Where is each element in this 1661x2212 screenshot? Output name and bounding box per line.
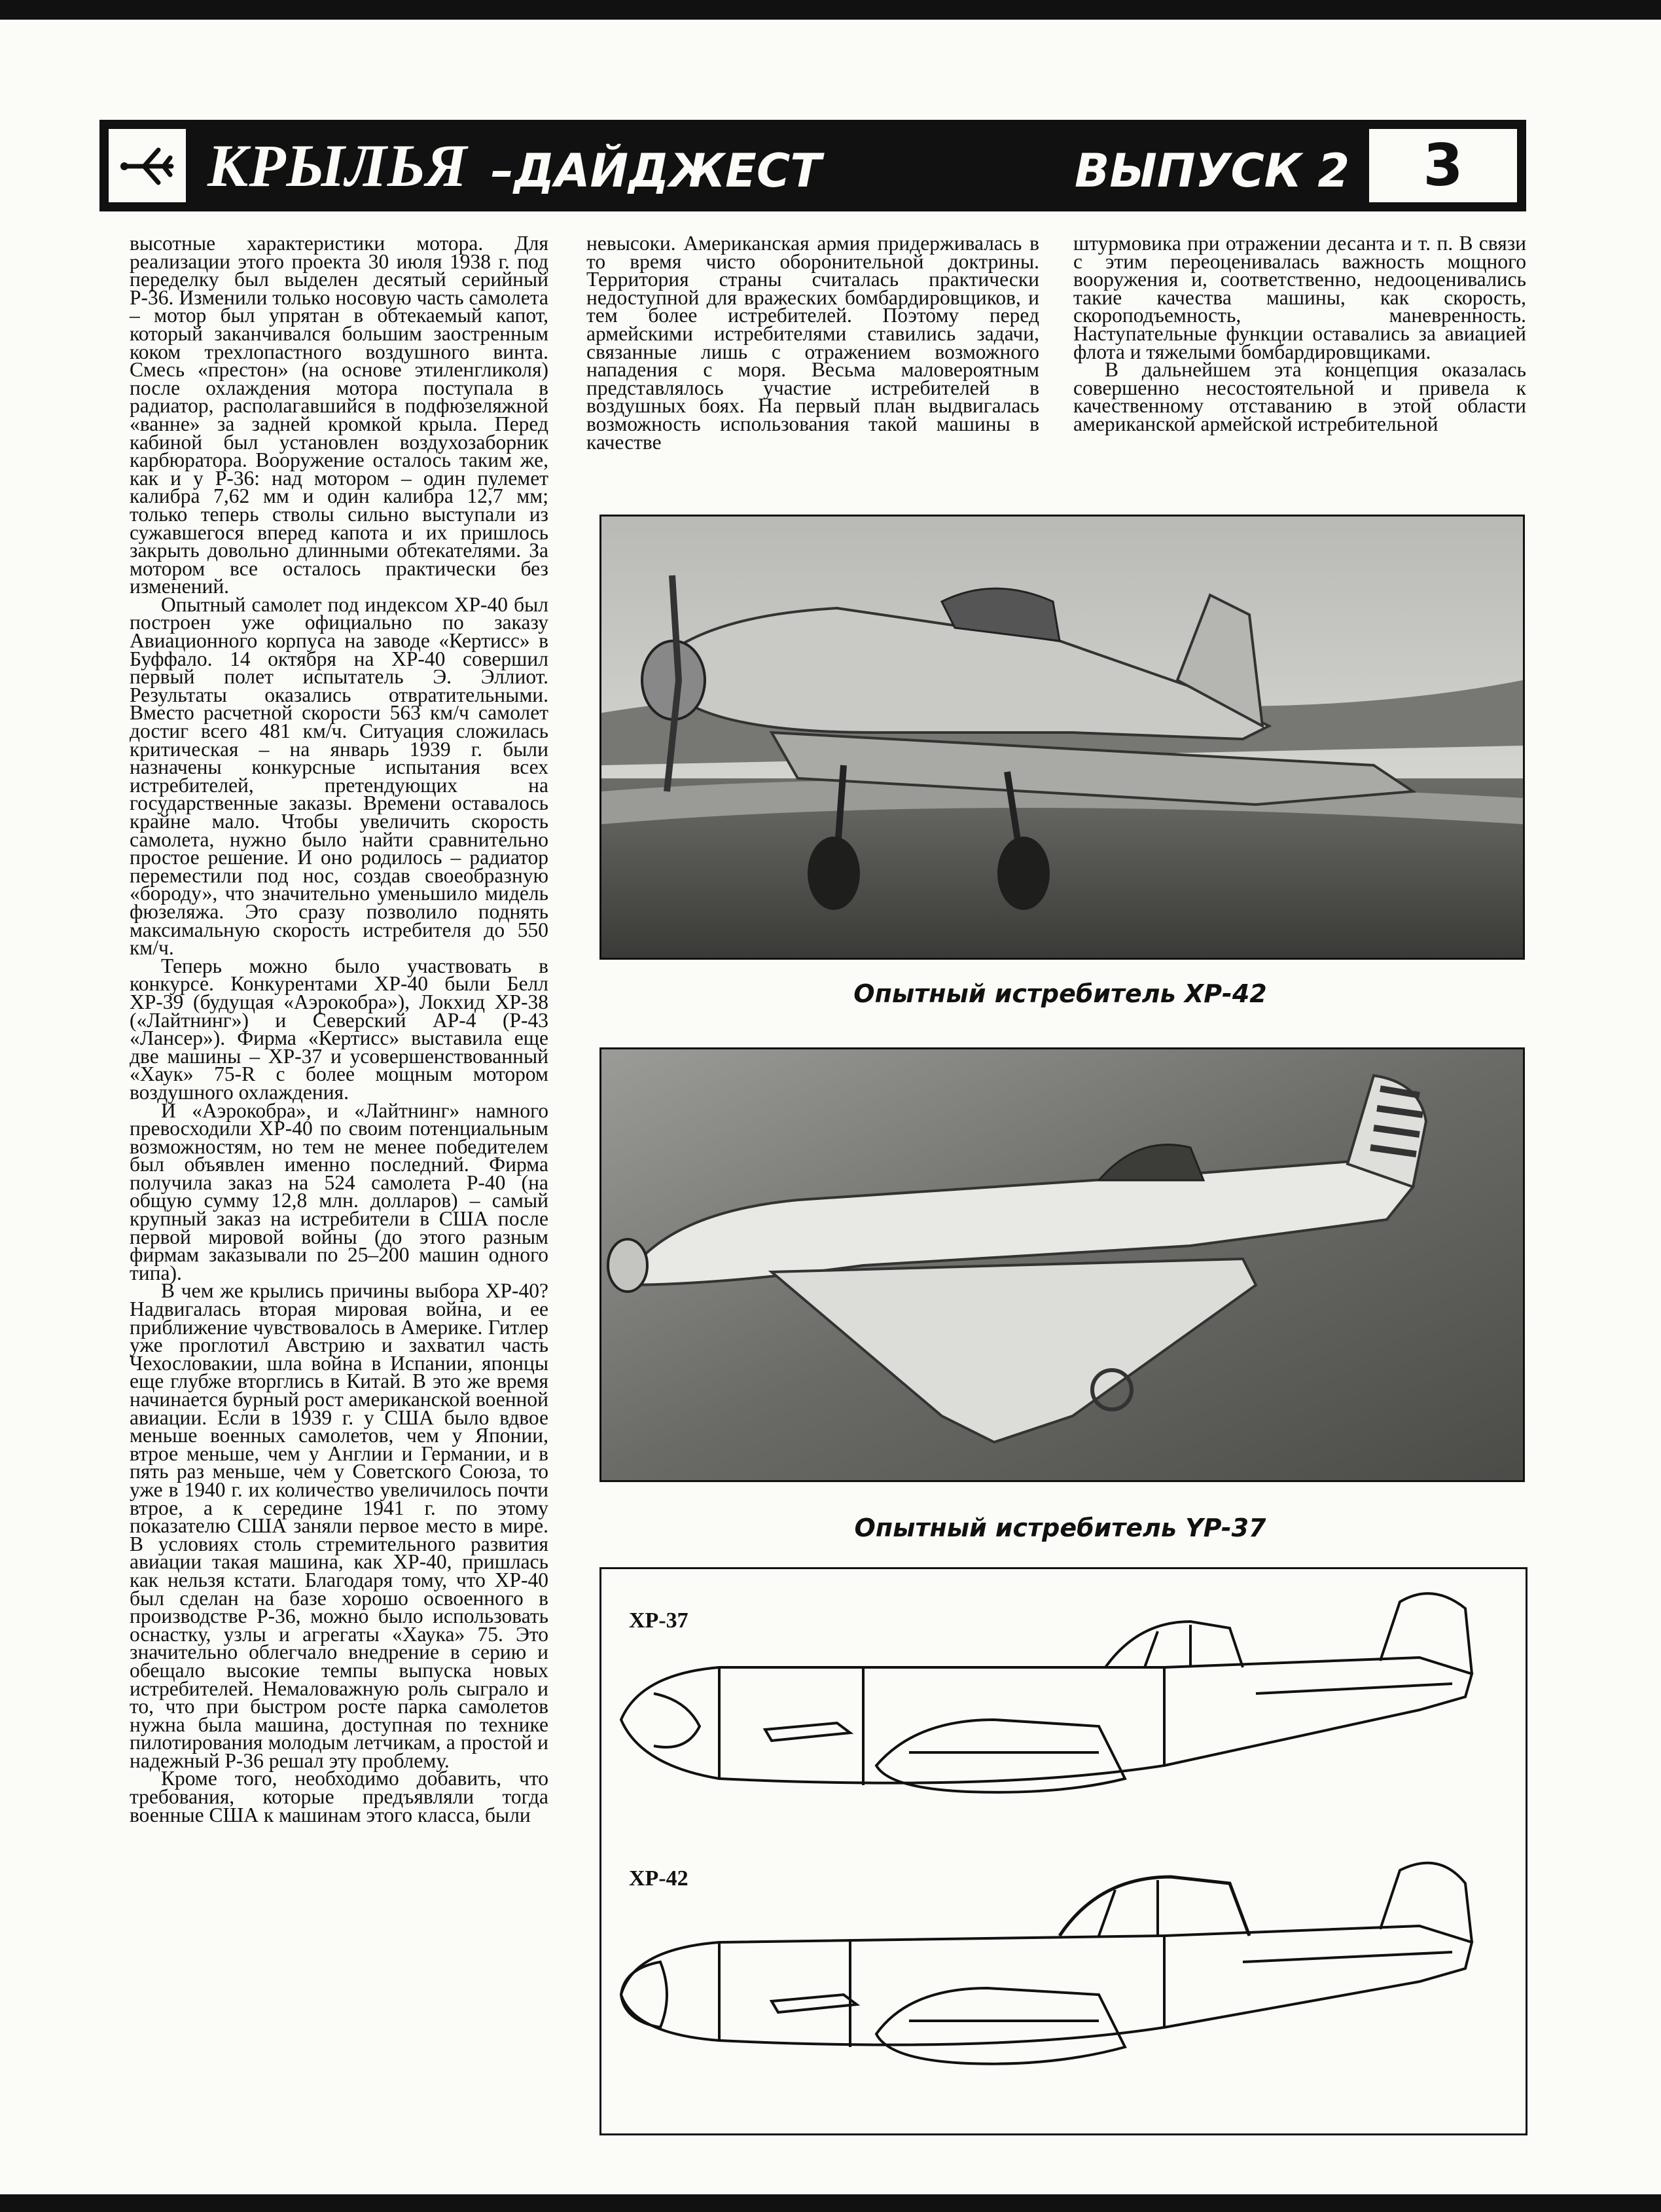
paragraph: И «Аэрокобра», и «Лайтнинг» намного превосходили ХР-40 по своим потенциальным возможностям, но тем не менее победителем был объявлен именно последний. Фирма получила заказ на 524 самолета Р-40 (на общую сумму 12,8 млн. долларов) – самый крупный заказ на истребители в США после первой мировой войны (до этого разным фирмам заказывали по 25–200 машин одного типа).	[130, 1098, 548, 1284]
photo-xp42	[599, 515, 1525, 960]
paragraph: штурмовика при отражении десанта и т. п. В связи с этим переоценивалась важность мощного вооружения и, соответственно, недооценивались такие качества машины, как скорость, скороподъемность, маневренность. Наступательные функции оставались за авиацией флота и тяжелыми бомбардировщиками.	[1073, 232, 1526, 363]
text-column-2	[586, 232, 1039, 454]
bottom-scan-border	[0, 2194, 1661, 2212]
photo-yp37	[599, 1047, 1525, 1482]
text-column-3	[1073, 234, 1526, 433]
paragraph: Теперь можно было участвовать в конкурсе. Конкурентами ХР-40 были Белл ХР-39 (будущая «Аэрокобра»), Локхид ХР-38 («Лайтнинг») и Северский АР-4 (Р-43 «Лансер»). Фирма «Кертисс» выставила еще две машины – ХР-37 и усовершенствованный «Хаук» 75-R с более мощным мотором воздушного охлаждения.	[130, 954, 548, 1104]
paragraph: В чем же крылись причины выбора ХР-40? Надвигалась вторая мировая война, и ее приближение чувствовалось в Америке. Гитлер уже проглотил Австрию и захватил часть Чехословакии, шла война в Испании, японцы еще глубже вторглись в Китай. В это же время начинается бурный рост американской военной авиации. Если в 1939 г. у США было вдвое меньше военных самолетов, чем у Японии, втрое меньше, чем у Англии и Германии, и в пять раз меньше, чем у Советского Союза, то уже в 1940 г. их количество увеличилось почти втрое, а к середине 1941 г. по этому показателю США заняли первое место в мире. В условиях столь стремительного развития авиации такая машина, как ХР-40, пришлась как нельзя кстати. Благодаря тому, что ХР-40 был сделан на базе хорошо освоенного в производстве Р-36, можно было использовать оснастку, узлы и агрегаты «Хаука» 75. Это значительно облегчало внедрение в серию и обещало высокие темпы выпуска новых истребителей. Немаловажную роль сыграло и то, что при быстром росте парка самолетов нужна была машина, доступная по технике пилотирования молодым летчикам, а простой и надежный Р-36 решал эту проблему.	[130, 1279, 549, 1772]
paragraph: В дальнейшем эта концепция оказалась совершенно несостоятельной и привела к качественному отставанию в этой области американской армейской истребительной	[1073, 358, 1526, 435]
page-header	[99, 120, 1526, 211]
text-column-1	[130, 234, 548, 1824]
paragraph: невысоки. Американская армия придерживалась в то время чисто оборонительной доктрины. Территория страны считалась практически недоступной для вражеских бомбардировщиков, и тем более истребителей. Поэтому перед армейскими истребителями ставились задачи, связанные лишь с отражением возможного нападения с моря. Весьма маловероятным представлялось участие истребителей в воздушных боях. На первый план выдвигалась возможность использования такой машины в качестве	[586, 232, 1039, 454]
drawing-label-xp42: ХР-42	[629, 1866, 688, 1891]
paragraph: Опытный самолет под индексом ХР-40 был построен уже официально по заказу Авиационного корпуса на заводе «Кертисс» в Буффало. 14 октября на ХР-40 совершил первый полет испытатель Э. Эллиот. Результаты оказались отвратительными. Вместо расчетной скорости 563 км/ч самолет достиг всего 481 км/ч. Ситуация сложилась критическая – на январь 1939 г. были назначены конкурсные испытания всех истребителей, претендующих на государственные заказы. Времени оставалось крайне мало. Чтобы увеличить скорость самолета, нужно было найти сравнительно простое решение. И оно родилось – радиатор переместили под нос, создав своеобразную «бороду», что значительно уменьшило мидель фюзеляжа. Это сразу позволило поднять максимальную скорость истребителя до 550 км/ч.	[130, 592, 548, 960]
magazine-subtitle: –ДАЙДЖЕСТ	[491, 144, 822, 198]
xp42-drawing	[621, 1863, 1472, 2064]
photo-caption: Опытный истребитель YP-37	[854, 1514, 1266, 1542]
issue-label: ВЫПУСК 2	[1075, 144, 1350, 198]
top-scan-border	[0, 0, 1661, 20]
magazine-title: КРЫЛЬЯ	[207, 132, 468, 199]
paragraph: Кроме того, необходимо добавить, что требования, которые предъявляли тогда военные США к машинам этого класса, были	[130, 1767, 548, 1826]
side-view-drawings	[599, 1567, 1527, 2135]
page-number: 3	[1423, 132, 1463, 199]
paragraph: высотные характеристики мотора. Для реализации этого проекта 30 июля 1938 г. под переделку был выделен десятый серийный Р-36. Изменили только носовую часть самолета – мотор был упрятан в обтекаемый капот, который заканчивался большим заостренным коком трехлопастного воздушного винта. Смесь «престон» (на основе этиленгликоля) после охлаждения мотора поступала в радиатор, располагавшийся в подфюзеляжной «ванне» за задней кромкой крыла. Перед кабиной был установлен воздухозаборник карбюратора. Вооружение осталось таким же, как и у Р-36: над мотором – один пулемет калибра 7,62 мм и один калибра 12,7 мм; только теперь стволы сильно выступали из сужавшегося вперед капота и их пришлось закрыть довольно длинными обтекателями. За мотором все осталось практически без изменений.	[130, 232, 548, 598]
header-logo-box	[109, 129, 186, 202]
plane-icon	[118, 143, 177, 189]
photo-caption: Опытный истребитель ХР-42	[853, 979, 1267, 1008]
page-number-box	[1369, 129, 1517, 202]
drawing-label-xp37: ХР-37	[629, 1608, 688, 1633]
xp37-drawing	[621, 1593, 1472, 1792]
